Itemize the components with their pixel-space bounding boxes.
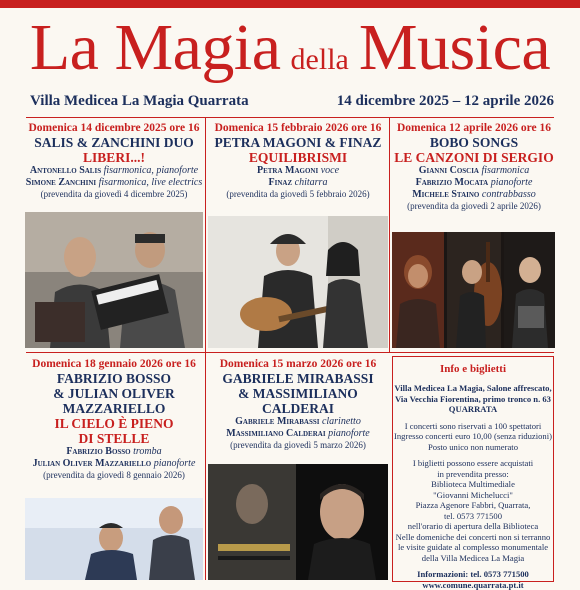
presale-note: (prevendita da giovedì 8 gennaio 2026) bbox=[24, 470, 204, 481]
title-la-magia: La Magia bbox=[30, 11, 281, 84]
page-title bbox=[0, 2, 580, 94]
concert-headline-line: CALDERAI bbox=[208, 401, 388, 416]
info-line: "Giovanni Michelucci" bbox=[393, 490, 553, 501]
venue-label: Villa Medicea La Magia Quarrata bbox=[30, 93, 249, 110]
divider-top bbox=[26, 117, 554, 118]
info-line: Posto unico non numerato bbox=[393, 442, 553, 453]
concert-photo-1 bbox=[25, 212, 203, 348]
info-line: Nelle domeniche dei concerti non si terranno bbox=[393, 532, 553, 543]
concert-photo-2 bbox=[208, 216, 388, 348]
concert-photo-4 bbox=[25, 498, 203, 580]
info-line: le visite guidate al complesso monumentale bbox=[393, 542, 553, 553]
concert-subtitle-line: DI STELLE bbox=[24, 431, 204, 446]
info-line: I concerti sono riservati a 100 spettatori bbox=[393, 421, 553, 432]
concert-card-4 bbox=[24, 357, 204, 481]
divider-col1 bbox=[205, 118, 206, 352]
concert-headline: SALIS & ZANCHINI DUO bbox=[24, 135, 204, 150]
performer-line: Michele Staino contrabbasso bbox=[392, 189, 556, 201]
concert-photo-3 bbox=[392, 232, 555, 348]
presale-note: (prevendita da giovedì 4 dicembre 2025) bbox=[24, 189, 204, 200]
title-musica: Musica bbox=[359, 11, 550, 84]
season-dates: 14 dicembre 2025 – 12 aprile 2026 bbox=[337, 93, 554, 110]
concert-headline: BOBO SONGS bbox=[392, 135, 556, 150]
concert-card-2 bbox=[208, 121, 388, 200]
concert-subtitle: LIBERI...! bbox=[24, 150, 204, 165]
performer-line: Simone Zanchini fisarmonica, live electrics bbox=[24, 177, 204, 189]
info-line: nell'orario di apertura della Biblioteca bbox=[393, 521, 553, 532]
concert-headline-line: MAZZARIELLO bbox=[24, 401, 204, 416]
concert-card-3 bbox=[392, 121, 556, 212]
performer-line: Gabriele Mirabassi clarinetto bbox=[208, 416, 388, 428]
info-line: in prevendita presso: bbox=[393, 469, 553, 480]
performer-line: Gianni Coscia fisarmonica bbox=[392, 165, 556, 177]
concert-photo-5 bbox=[208, 464, 388, 580]
concert-date: Domenica 12 aprile 2026 ore 16 bbox=[392, 121, 556, 135]
performer-line: Antonello Salis fisarmonica, pianoforte bbox=[24, 165, 204, 177]
concert-headline-line: & MASSIMILIANO bbox=[208, 386, 388, 401]
presale-note: (prevendita da giovedì 5 marzo 2026) bbox=[208, 440, 388, 451]
presale-note: (prevendita da giovedì 5 febbraio 2026) bbox=[208, 189, 388, 200]
info-address-line: Villa Medicea La Magia, Salone affrescato, bbox=[393, 383, 553, 394]
concert-headline-line: & JULIAN OLIVER bbox=[24, 386, 204, 401]
concert-card-1 bbox=[24, 121, 204, 200]
info-line: Piazza Agenore Fabbri, Quarrata, bbox=[393, 500, 553, 511]
info-line: Ingresso concerti euro 10,00 (senza riduzioni) bbox=[393, 431, 553, 442]
concert-date: Domenica 15 febbraio 2026 ore 16 bbox=[208, 121, 388, 135]
concert-date: Domenica 14 dicembre 2025 ore 16 bbox=[24, 121, 204, 135]
concert-date: Domenica 15 marzo 2026 ore 16 bbox=[208, 357, 388, 371]
performer-line: Petra Magoni voce bbox=[208, 165, 388, 177]
info-website[interactable]: www.comune.quarrata.pt.it bbox=[393, 580, 553, 590]
concert-date: Domenica 18 gennaio 2026 ore 16 bbox=[24, 357, 204, 371]
performer-line: Finaz chitarra bbox=[208, 177, 388, 189]
info-box bbox=[392, 356, 554, 582]
performer-line: Fabrizio Mocata pianoforte bbox=[392, 177, 556, 189]
concert-card-5 bbox=[208, 357, 388, 451]
info-address-line: Via Vecchia Fiorentina, primo tronco n. 63 bbox=[393, 394, 553, 405]
info-line: tel. 0573 771500 bbox=[393, 511, 553, 522]
info-line: della Villa Medicea La Magia bbox=[393, 553, 553, 564]
concert-headline-line: FABRIZIO BOSSO bbox=[24, 371, 204, 386]
divider-col2 bbox=[389, 118, 390, 352]
performer-line: Julian Oliver Mazzariello pianoforte bbox=[24, 458, 204, 470]
info-line: Biblioteca Multimediale bbox=[393, 479, 553, 490]
title-della: della bbox=[291, 43, 349, 76]
performer-line: Massimiliano Calderai pianoforte bbox=[208, 428, 388, 440]
concert-headline-line: GABRIELE MIRABASSI bbox=[208, 371, 388, 386]
divider-col3 bbox=[205, 353, 206, 580]
concert-headline: PETRA MAGONI & FINAZ bbox=[208, 135, 388, 150]
info-title: Info e biglietti bbox=[393, 363, 553, 375]
concert-subtitle: LE CANZONI DI SERGIO bbox=[392, 150, 556, 165]
info-address-line: QUARRATA bbox=[393, 404, 553, 415]
divider-middle bbox=[26, 352, 554, 353]
presale-note: (prevendita da giovedì 2 aprile 2026) bbox=[392, 201, 556, 212]
concert-subtitle: EQUILIBRISMI bbox=[208, 150, 388, 165]
info-line: I biglietti possono essere acquistati bbox=[393, 458, 553, 469]
performer-line: Fabrizio Bosso tromba bbox=[24, 446, 204, 458]
info-phone: Informazioni: tel. 0573 771500 bbox=[393, 569, 553, 580]
concert-subtitle-line: IL CIELO È PIENO bbox=[24, 416, 204, 431]
